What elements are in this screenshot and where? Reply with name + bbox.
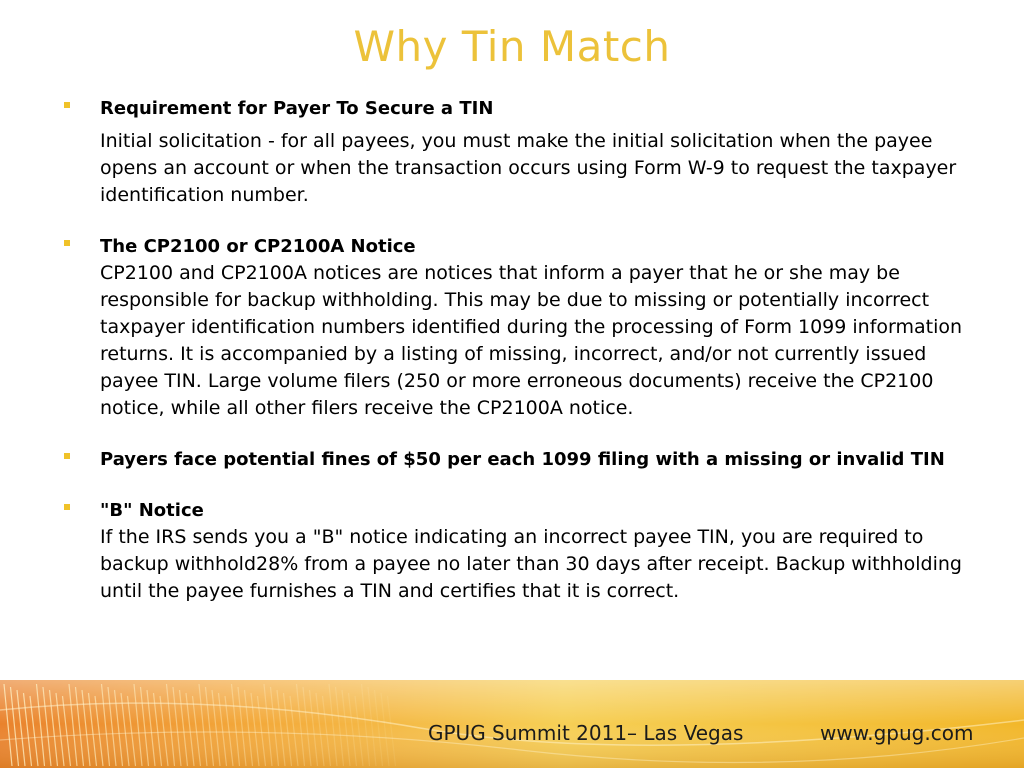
bullet-heading: "B" Notice (100, 500, 204, 521)
bullet-body: CP2100 and CP2100A notices are notices that inform a payer that he or she may be responsible for backup withholding. This may be due to missing or potentially incorrect taxpayer identification numbers identified during the processing of Form 1099 information returns. It is accompanied by a listing of missing, incorrect, and/or not currently issued payee TIN. Large volume filers (250 or more erroneous documents) receive the CP2100 notice, while all other filers receive the CP2100A notice. (100, 262, 963, 419)
square-bullet-icon (64, 453, 70, 459)
bullet-heading: Requirement for Payer To Secure a TIN (100, 98, 494, 119)
footer-website-link[interactable]: www.gpug.com (820, 721, 974, 745)
bullet-list (62, 95, 972, 629)
bullet-body: Initial solicitation - for all payees, you must make the initial solicitation when the payee opens an account or when the transaction occurs using Form W-9 to request the taxpayer identification number. (100, 130, 957, 206)
square-bullet-icon (64, 102, 70, 108)
footer-banner (0, 680, 1024, 768)
bullet-body: If the IRS sends you a "B" notice indicating an incorrect payee TIN, you are required to backup withhold28% from a payee no later than 30 days after receipt. Backup withholding until the payee furnishes a TIN and certifies that it is correct. (100, 526, 962, 602)
bullet-heading: Payers face potential fines of $50 per each 1099 filing with a missing or invalid TIN (100, 449, 945, 470)
bullet-item-fines (62, 446, 972, 473)
slide-title: Why Tin Match (353, 22, 671, 71)
bullet-heading: The CP2100 or CP2100A Notice (100, 236, 416, 257)
bullet-item-cp2100-notice (62, 233, 972, 422)
bullet-item-tin-requirement (62, 95, 972, 209)
footer-event-name: GPUG Summit 2011– Las Vegas (428, 721, 744, 745)
square-bullet-icon (64, 504, 70, 510)
square-bullet-icon (64, 240, 70, 246)
bullet-item-b-notice (62, 497, 972, 605)
